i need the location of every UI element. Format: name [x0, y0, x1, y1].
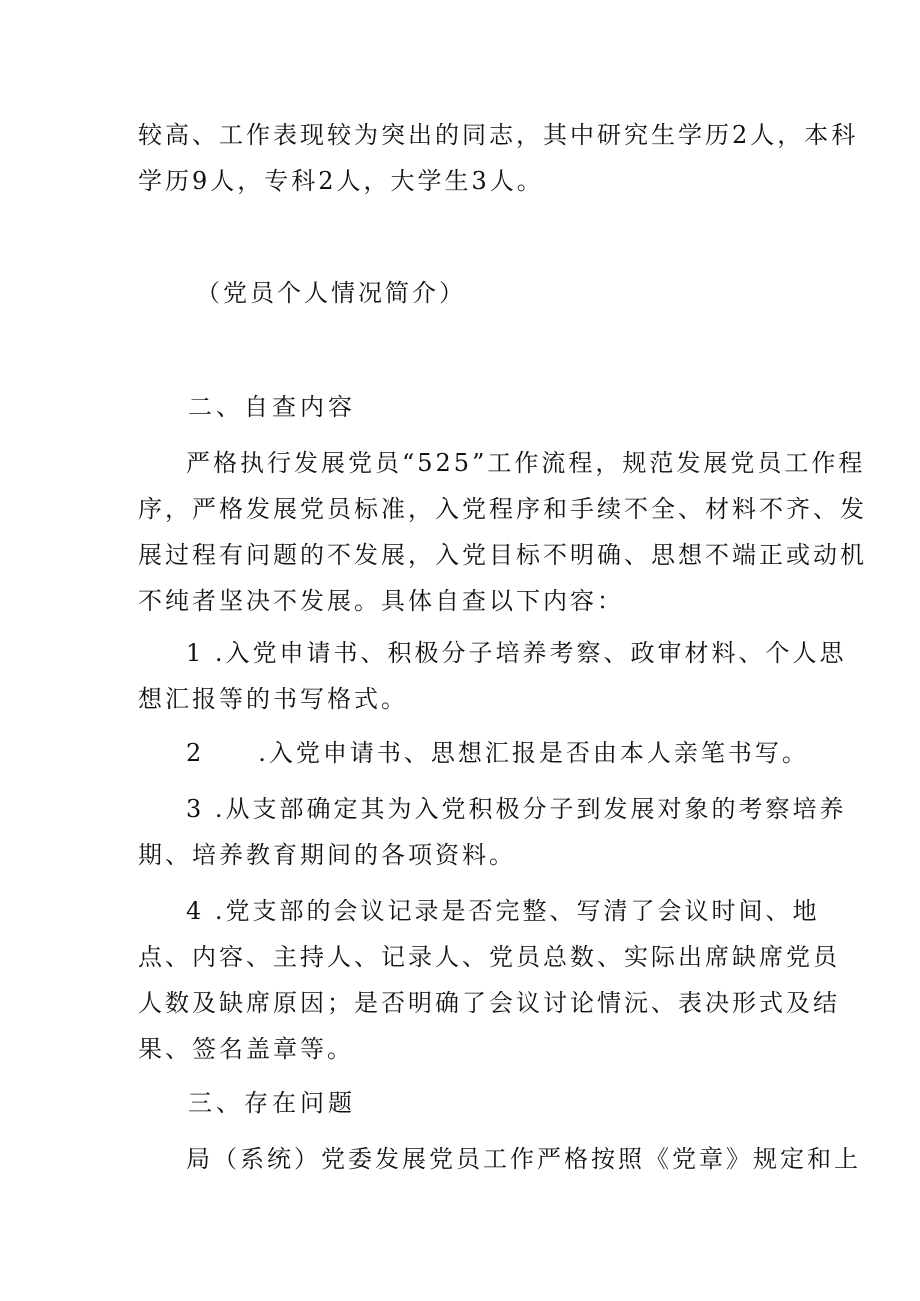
item-3-line-2: 期、培养教育期间的各项资料。: [138, 841, 516, 869]
item-1-line-1: 1 .入党申请书、积极分子培养考察、政审材料、个人思: [186, 639, 847, 667]
intro-line-2: 学历9人，专科2人，大学生3人。: [138, 167, 544, 195]
item-1-line-2: 想汇报等的书写格式。: [138, 685, 408, 713]
section-3-paragraph-line-1: 局（系统）党委发展党员工作严格按照《党章》规定和上: [186, 1145, 861, 1173]
item-4-line-4: 果、签名盖章等。: [138, 1035, 354, 1063]
section-2-paragraph-line-1: 严格执行发展党员“525”工作流程，规范发展党员工作程: [186, 449, 866, 477]
section-2-paragraph-line-2: 序，严格发展党员标准，入党程序和手续不全、材料不齐、发: [138, 495, 867, 523]
caption: （党员个人情况简介）: [196, 279, 466, 307]
section-2-paragraph-line-3: 展过程有问题的不发展，入党目标不明确、思想不端正或动机: [138, 541, 867, 569]
section-2-heading: 二、自查内容: [188, 393, 356, 421]
item-3-line-1: 3 .从支部确定其为入党积极分子到发展对象的考察培养: [186, 795, 847, 823]
section-2-paragraph-line-4: 不纯者坚决不发展。具体自查以下内容：: [138, 587, 624, 615]
intro-line-1: 较高、工作表现较为突出的同志，其中研究生学历2人，本科: [138, 121, 859, 149]
item-4-line-1: 4 .党支部的会议记录是否完整、写清了会议时间、地: [186, 897, 820, 925]
item-4-line-3: 人数及缺席原因；是否明确了会议讨论情沅、表决形式及结: [138, 989, 840, 1017]
item-4-line-2: 点、内容、主持人、记录人、党员总数、实际出席缺席党员: [138, 943, 840, 971]
item-2-line-1: 2 .入党申请书、思想汇报是否由本人亲笔书写。: [186, 739, 809, 767]
section-3-heading: 三、存在问题: [188, 1089, 356, 1117]
